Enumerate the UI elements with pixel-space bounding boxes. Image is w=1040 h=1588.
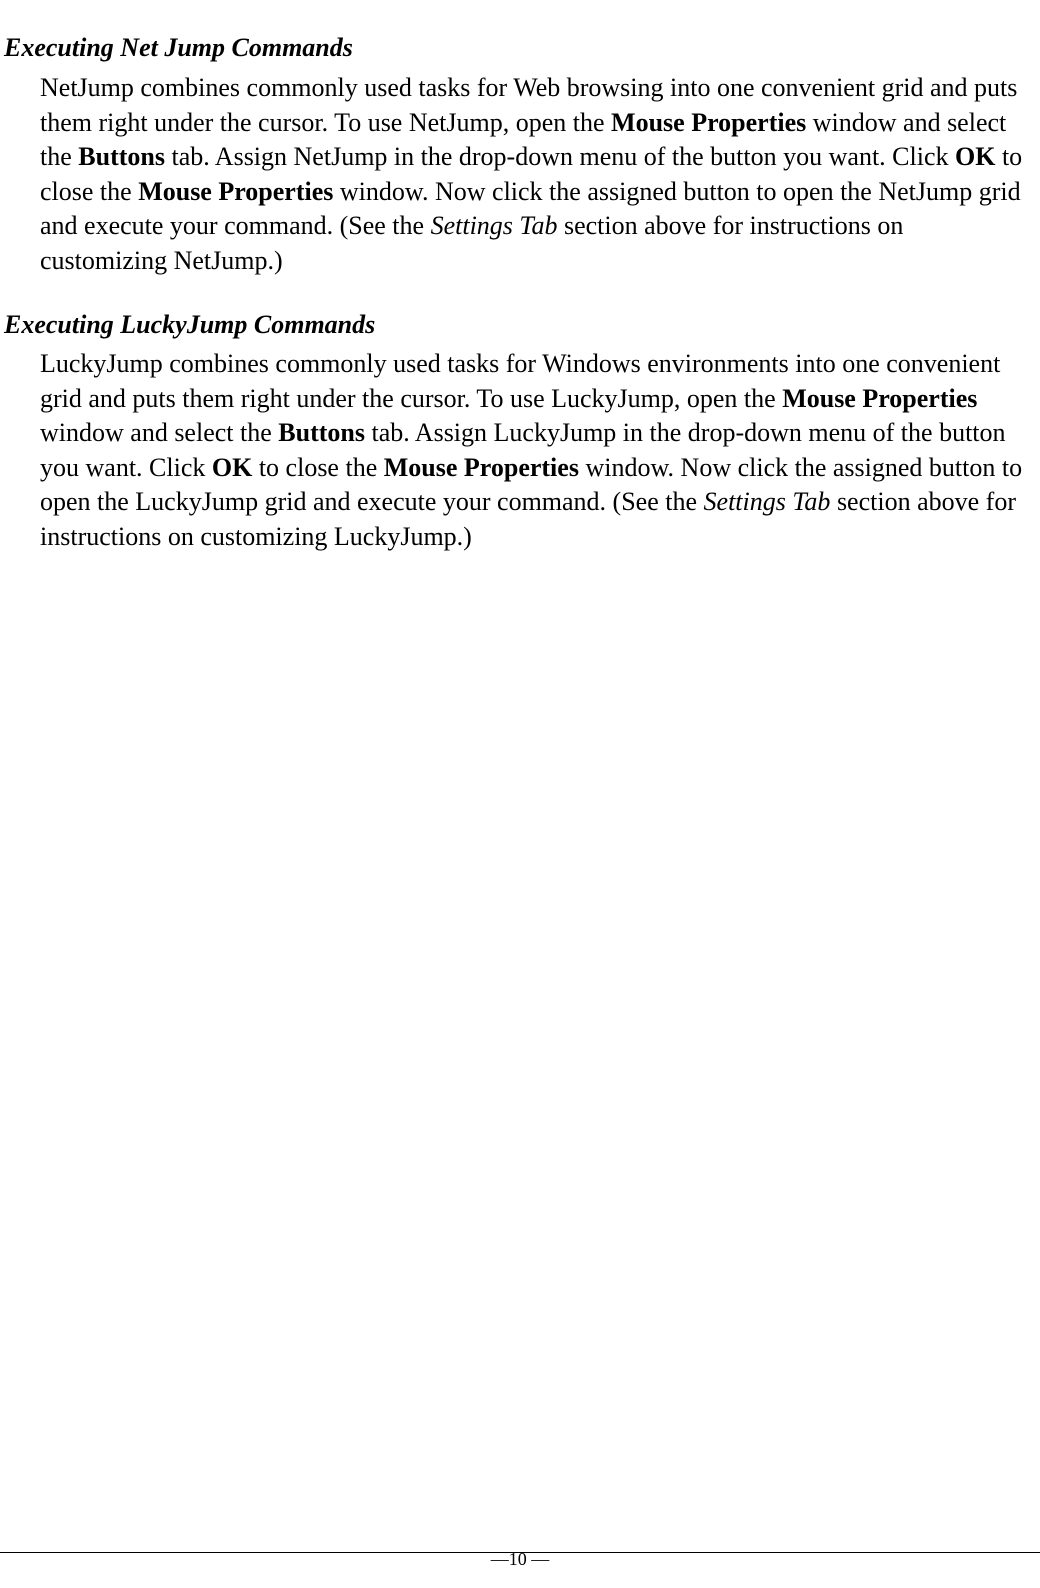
section-paragraph-luckyjump: LuckyJump combines commonly used tasks for Windows environments into one convenient grid and puts them right under the cursor. To use LuckyJump, open the Mouse Properties window and select the Buttons tab. Assign LuckyJump in the drop-down menu of the button you want. Click OK to close the Mouse Properties window. Now click the assigned button to open the LuckyJump grid and execute your command. (See the Settings Tab section above for instructions on customizing LuckyJump.) [40, 349, 1023, 551]
page-number: —10 — [490, 1549, 550, 1569]
section-heading-luckyjump: Executing LuckyJump Commands [4, 310, 376, 339]
section-heading-netjump: Executing Net Jump Commands [4, 33, 353, 62]
section-paragraph-netjump: NetJump combines commonly used tasks for Web browsing into one convenient grid and puts them right under the cursor. To use NetJump, open the Mouse Properties window and select the Buttons tab. Assign NetJump in the drop-down menu of the button you want. Click OK to close the Mouse Properties window. Now click the assigned button to open the NetJump grid and execute your command. (See the Settings Tab section above for instructions on customizing NetJump.) [40, 73, 1023, 275]
